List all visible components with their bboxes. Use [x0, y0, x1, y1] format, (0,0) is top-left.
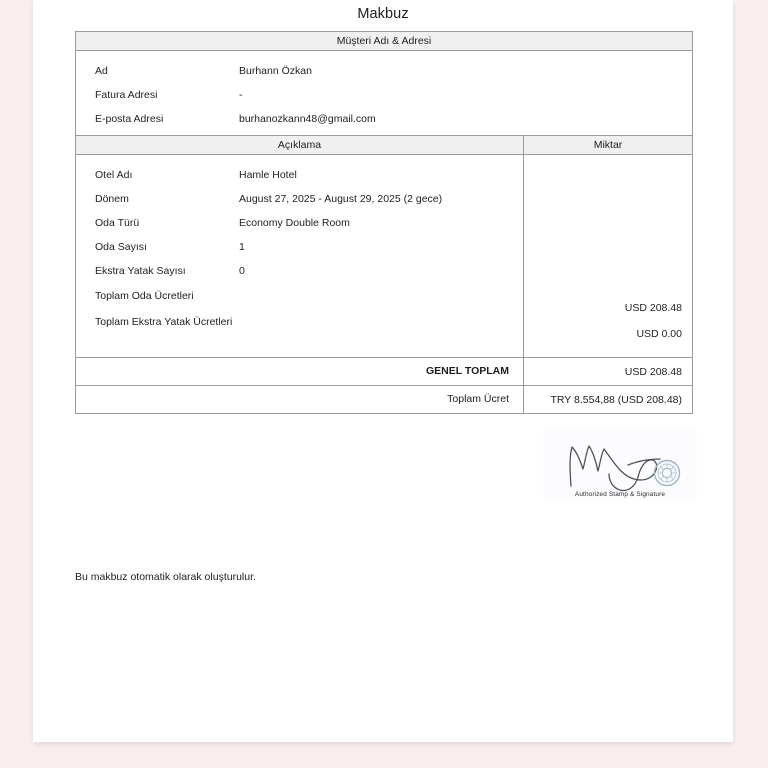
table-row	[76, 259, 523, 283]
row-label: Oda Sayısı	[95, 241, 147, 253]
signature-block	[543, 428, 697, 500]
charges-table-body	[76, 155, 692, 357]
row-value: August 27, 2025 - August 29, 2025 (2 gece)	[239, 193, 443, 205]
circular-stamp-icon	[655, 461, 680, 486]
row-value: 0	[239, 265, 245, 277]
charges-table	[75, 135, 693, 414]
customer-info-table	[75, 31, 693, 142]
charge-row-amount: USD 0.00	[636, 328, 682, 340]
table-row	[76, 163, 523, 187]
charges-table-header-description: Açıklama	[76, 136, 524, 154]
signature-caption: Authorized Stamp & Signature	[574, 491, 666, 498]
row-label: Fatura Adresi	[95, 89, 158, 101]
row-value: Burhann Özkan	[239, 65, 312, 77]
customer-table-body	[76, 51, 692, 141]
total-charge-label: Toplam Ücret	[76, 386, 524, 413]
receipt-paper	[33, 0, 733, 742]
table-row	[76, 83, 692, 107]
handwritten-signature-icon	[543, 428, 697, 500]
total-charge-row	[76, 385, 692, 413]
charges-amount-column	[524, 155, 692, 357]
customer-table-rows	[76, 51, 692, 141]
row-value: burhanozkann48@gmail.com	[239, 113, 376, 125]
grand-total-row	[76, 357, 692, 385]
customer-table-header-label: Müşteri Adı & Adresi	[336, 35, 432, 47]
total-charge-amount: TRY 8.554,88 (USD 208.48)	[550, 393, 682, 406]
charge-row-label: Toplam Oda Ücretleri	[95, 290, 194, 302]
page-title: Makbuz	[357, 6, 409, 22]
table-row	[76, 107, 692, 131]
charges-description-column	[76, 155, 524, 357]
table-row	[76, 59, 692, 83]
grand-total-label: GENEL TOPLAM	[76, 358, 524, 385]
row-label: Ekstra Yatak Sayısı	[95, 265, 186, 277]
customer-table-header-row	[76, 32, 692, 51]
row-label: Ad	[95, 65, 108, 77]
row-value: Economy Double Room	[239, 217, 350, 229]
row-label: E-posta Adresi	[95, 113, 164, 125]
charges-table-header-row	[76, 136, 692, 155]
row-value: 1	[239, 241, 245, 253]
grand-total-amount: USD 208.48	[624, 365, 682, 378]
row-value: Hamle Hotel	[239, 169, 297, 181]
table-row	[76, 211, 523, 235]
row-label: Dönem	[95, 193, 129, 205]
amount-column-spacer	[524, 163, 692, 295]
charge-row-label: Toplam Ekstra Yatak Ücretleri	[95, 316, 233, 328]
table-row	[76, 235, 523, 259]
row-label: Otel Adı	[95, 169, 133, 181]
auto-generated-note: Bu makbuz otomatik olarak oluşturulur.	[75, 571, 256, 583]
charge-row-amount: USD 208.48	[624, 302, 682, 314]
charges-table-header-amount: Miktar	[593, 139, 623, 151]
row-label: Oda Türü	[95, 217, 140, 229]
row-value: -	[239, 89, 243, 101]
table-row	[76, 187, 523, 211]
